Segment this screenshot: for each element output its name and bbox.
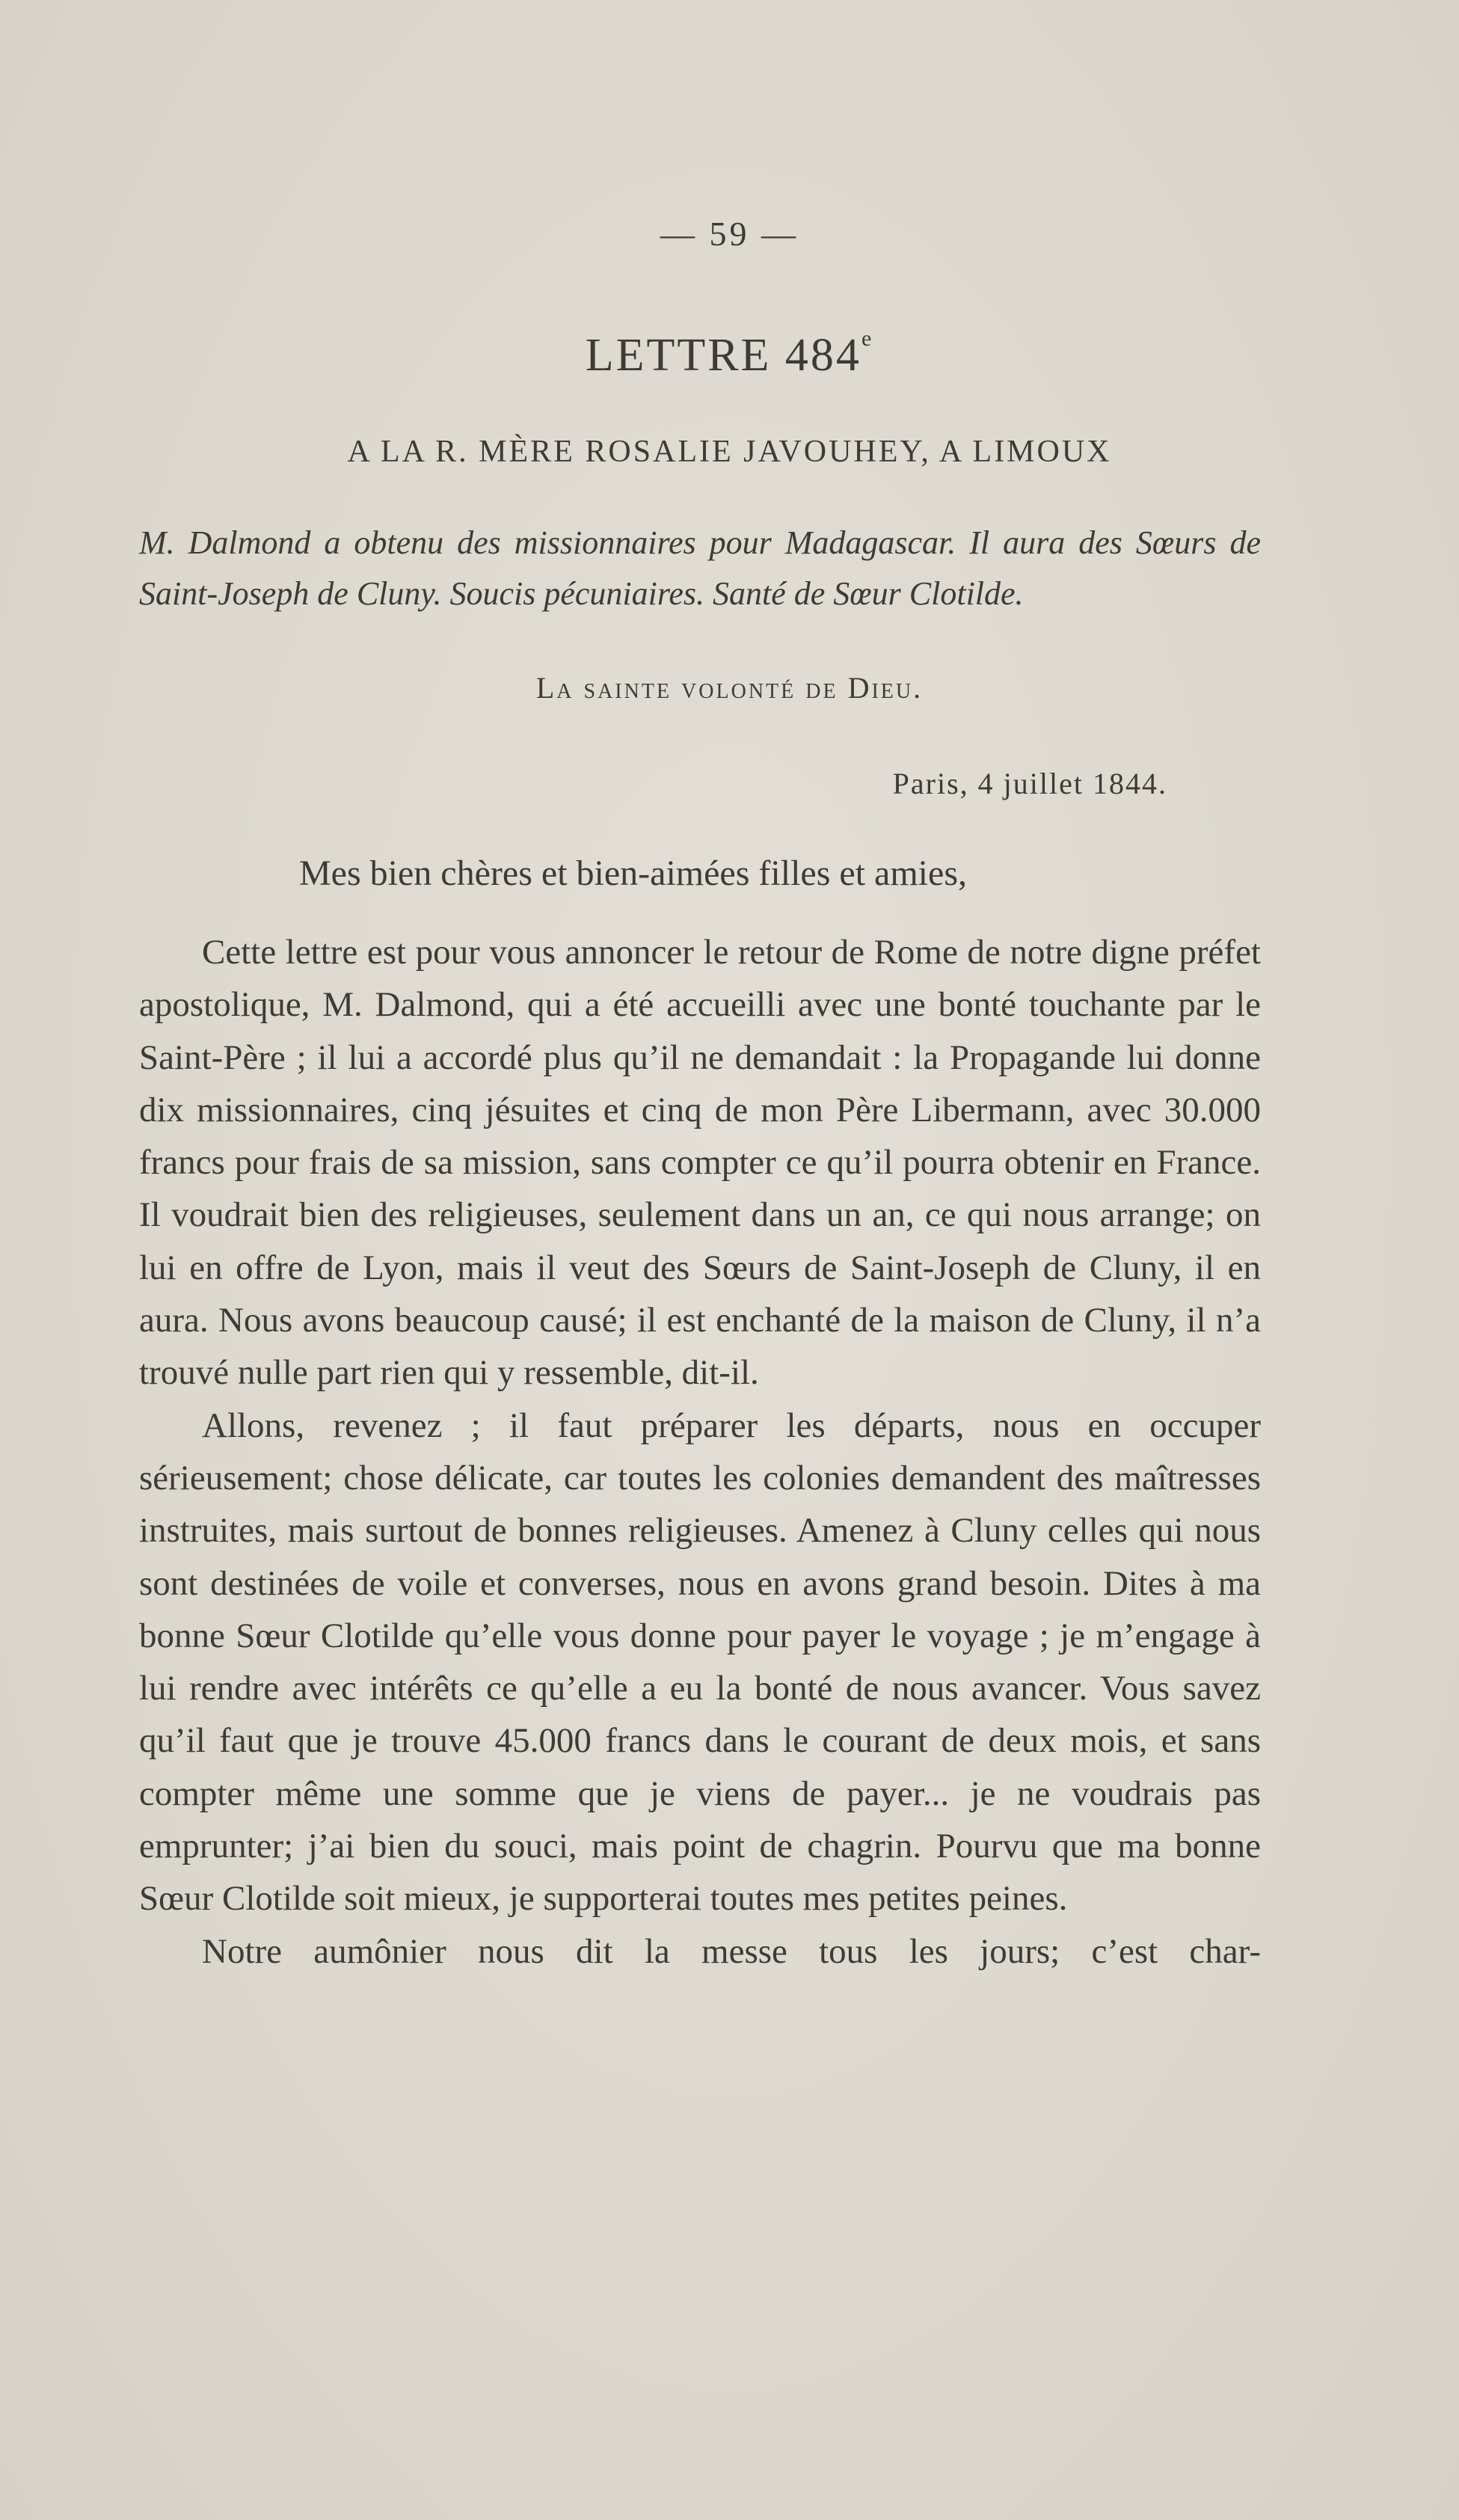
letter-body (139, 926, 1261, 1978)
body-paragraph: Allons, revenez ; il faut préparer les départs, nous en occuper sérieusement; chose délicate, car toutes les colonies demandent des maîtresses instruites, mais surtout de bonnes religieuses. Amenez à Cluny celles qui nous sont destinées de voile et converses, nous en avons grand besoin. Dites à ma bonne Sœur Clotilde qu’elle vous donne pour payer le voyage ; je m’engage à lui rendre avec intérêts ce qu’elle a eu la bonté de nous avancer. Vous savez qu’il faut que je trouve 45.000 francs dans le courant de deux mois, et sans compter même une somme que je viens de payer... je ne voudrais pas emprunter; j’ai bien du souci, mais point de chagrin. Pourvu que ma bonne Sœur Clotilde soit mieux, je supporterai toutes mes petites peines. (139, 1405, 1261, 1919)
letter-summary: M. Dalmond a obtenu des missionnaires pour Madagascar. Il aura des Sœurs de Saint-Joseph de Cluny. Soucis pécuniaires. Santé de Sœur Clotilde. (139, 524, 1261, 612)
letter-addressee: A LA R. MÈRE ROSALIE JAVOUHEY, A LIMOUX (347, 435, 1112, 469)
body-paragraph: Notre aumônier nous dit la messe tous les jours; c’est char- (202, 1931, 1261, 1971)
letter-title-text: LETTRE 484 (585, 330, 861, 381)
letter-salutation: Mes bien chères et bien-aimées filles et amies, (299, 853, 967, 893)
page-number: — 59 — (660, 215, 799, 253)
letter-title-suffix: e (861, 326, 874, 351)
letter-motto: La sainte volonté de Dieu. (535, 671, 924, 705)
body-paragraph: Cette lettre est pour vous annoncer le retour de Rome de notre digne préfet apostolique, M. Dalmond, qui a été accueilli avec une bonté touchante par le Saint-Père ; il lui a accordé plus qu’il ne demandait : la Propagande lui donne dix missionnaires, cinq jésuites et cinq de mon Père Libermann, avec 30.000 francs pour frais de sa mission, sans compter ce qu’il pourra obtenir en France. Il voudrait bien des religieuses, seulement dans un an, ce qui nous arrange; on lui en offre de Lyon, mais il veut des Sœurs de Saint-Joseph de Cluny, il en aura. Nous avons beaucoup causé; il est enchanté de la maison de Cluny, il n’a trouvé nulle part rien qui y ressemble, dit-il. (139, 933, 1261, 1393)
letter-title (0, 326, 1459, 382)
letter-dateline: Paris, 4 juillet 1844. (892, 767, 1167, 800)
